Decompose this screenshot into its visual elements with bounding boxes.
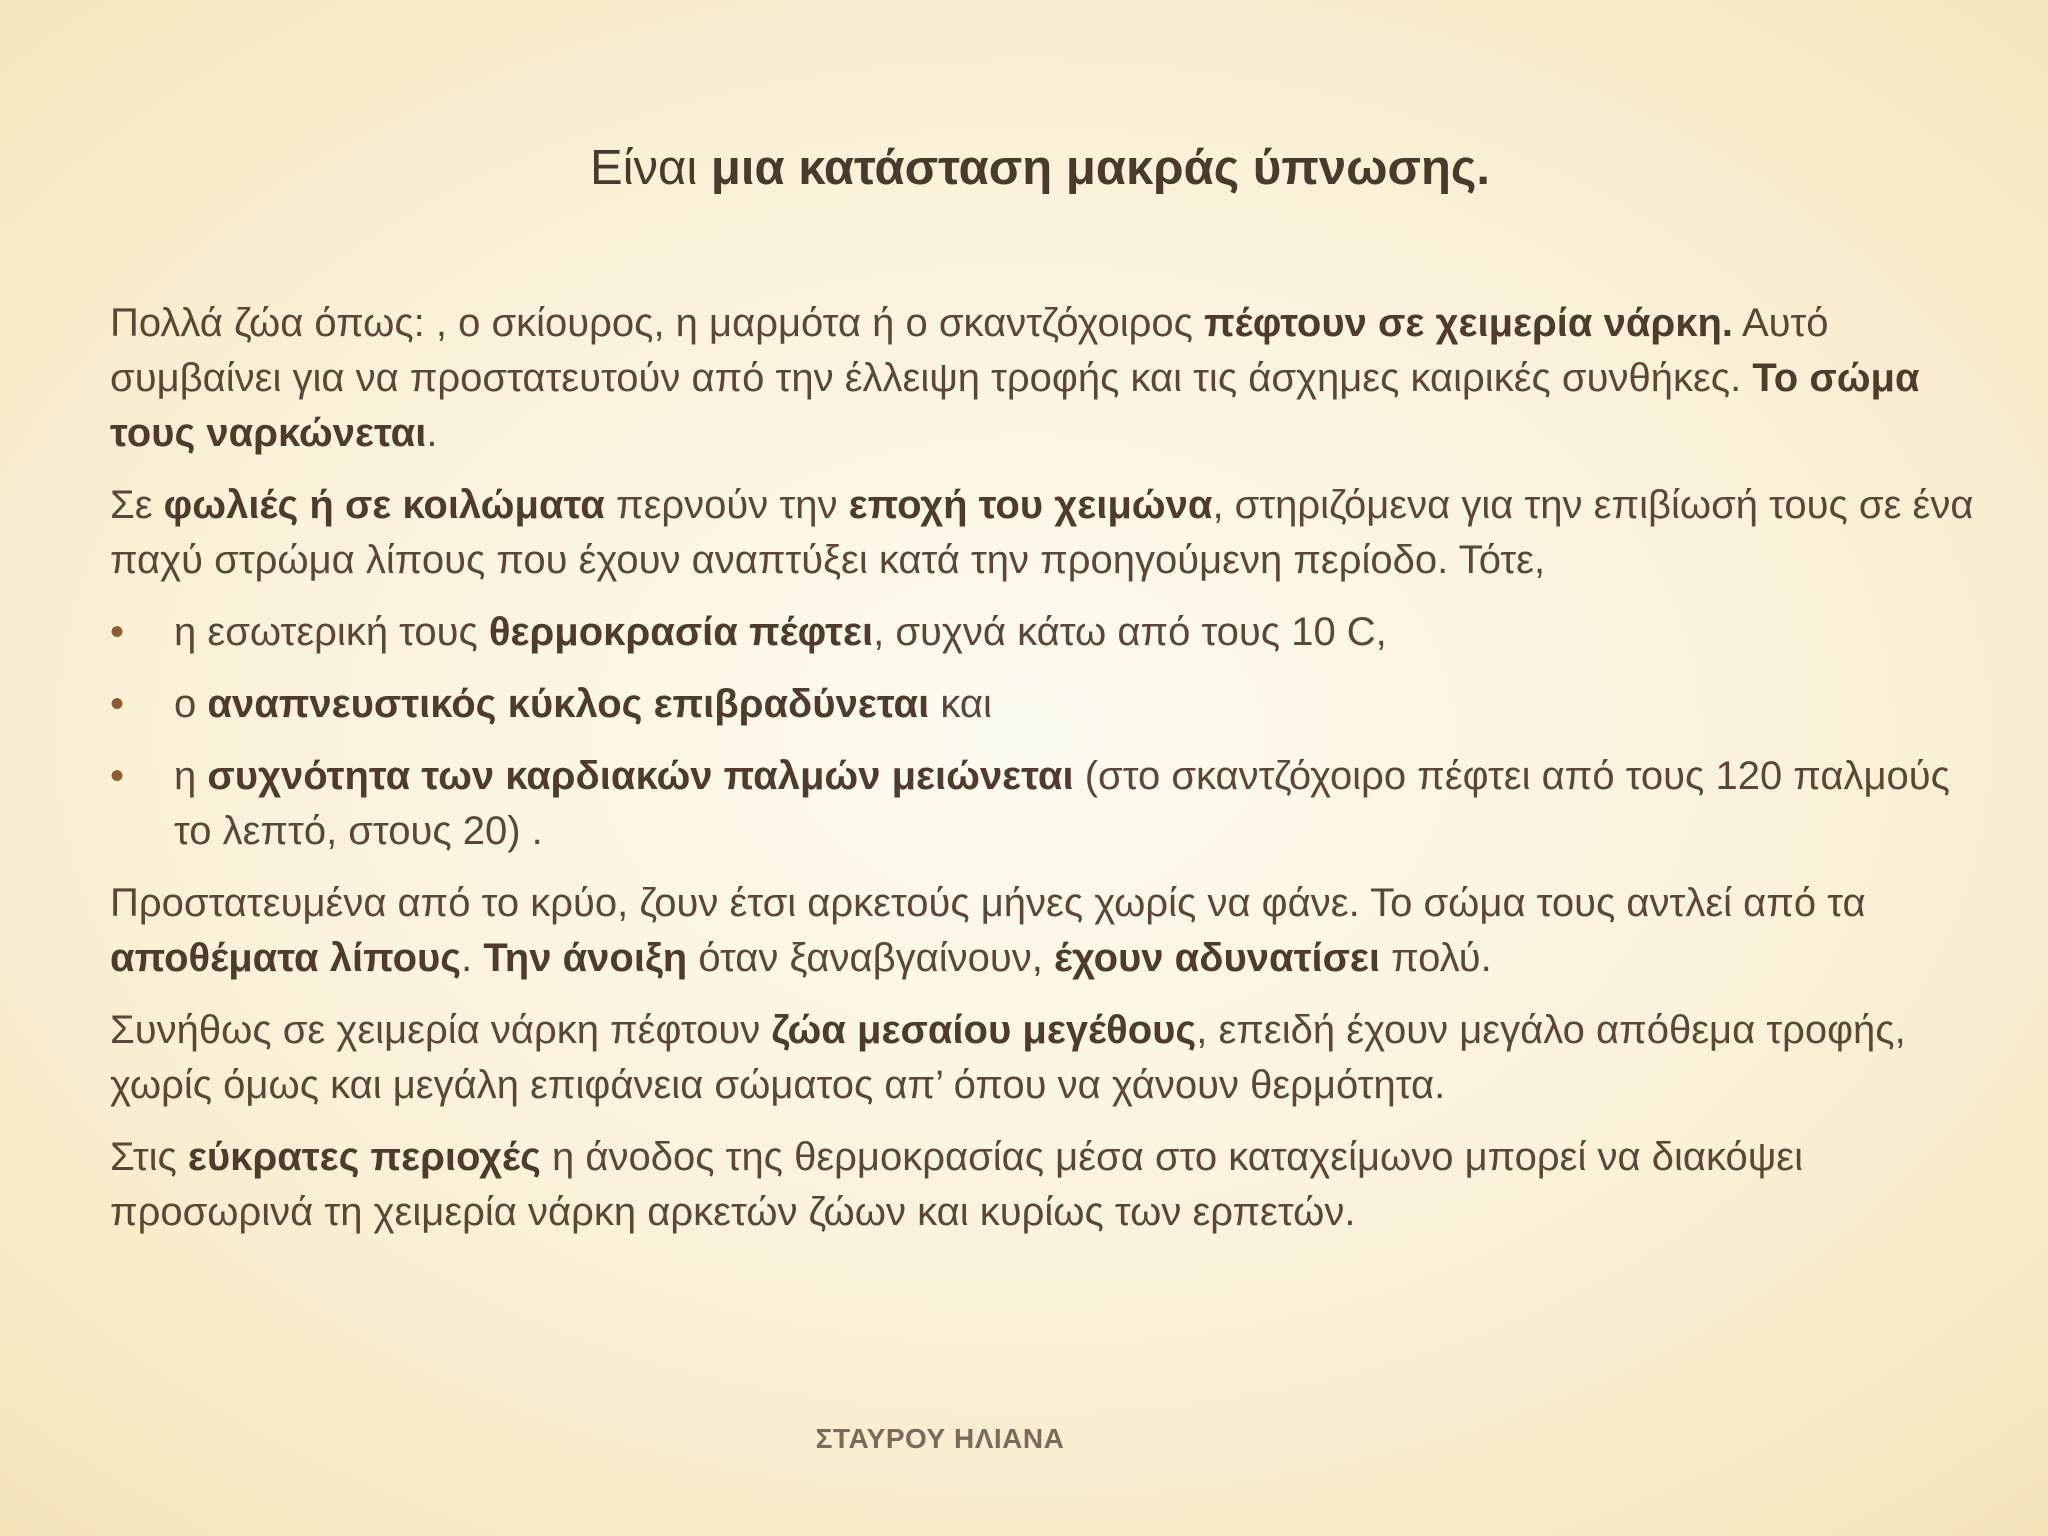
bold-run: πέφτουν σε χειμερία νάρκη. bbox=[1204, 301, 1734, 345]
title-bold-text: μια κατάσταση μακράς ύπνωσης. bbox=[710, 141, 1491, 195]
bold-run: εποχή του χειμώνα bbox=[848, 483, 1213, 527]
text-run: η άνοδος της θερμοκρασίας μέσα στο καταχείμωνο μπορεί να διακόψει προσωρινά τη χειμερία νάρκη αρκετών ζώων και κυρίως των ερπετών. bbox=[110, 1135, 1804, 1234]
text-run: Προστατευμένα από το κρύο, ζουν έτσι αρκετούς μήνες χωρίς να φάνε. Το σώμα τους αντλεί από τα bbox=[110, 881, 1866, 925]
bullet-marker: • bbox=[110, 682, 125, 726]
bold-run: ζώα μεσαίου μεγέθους bbox=[771, 1008, 1197, 1052]
text-run: η εσωτερική τους bbox=[174, 610, 489, 654]
text-run: . bbox=[461, 936, 484, 980]
paragraph-fat-reserves bbox=[110, 876, 1990, 986]
bullet-item-heart-rate bbox=[110, 749, 1990, 859]
text-run: Αυτό συμβαίνει για να προστατευτούν από την έλλειψη τροφής και τις άσχημες καιρικές συνθήκες. bbox=[110, 301, 1829, 400]
bullet-marker: • bbox=[110, 754, 125, 798]
paragraph-shelter bbox=[110, 478, 1990, 588]
text-run: πολύ. bbox=[1380, 936, 1492, 980]
bullet-item-breathing bbox=[110, 677, 1990, 732]
slide-body bbox=[110, 296, 1990, 1257]
paragraph-temperate-regions bbox=[110, 1130, 1990, 1240]
bold-run: συχνότητα των καρδιακών παλμών μειώνεται bbox=[207, 754, 1074, 798]
text-run: Σε bbox=[110, 483, 164, 527]
text-run: περνούν την bbox=[604, 483, 849, 527]
paragraph-intro bbox=[110, 296, 1990, 461]
slide-title bbox=[110, 138, 1970, 198]
bold-run: αναπνευστικός κύκλος επιβραδύνεται bbox=[207, 682, 930, 726]
bold-run: έχουν αδυνατίσει bbox=[1053, 936, 1381, 980]
bullet-item-temperature bbox=[110, 605, 1990, 660]
text-run: και bbox=[929, 682, 992, 726]
text-run: , συχνά κάτω από τους 10 C, bbox=[873, 610, 1387, 654]
bold-run: φωλιές ή σε κοιλώματα bbox=[163, 483, 605, 527]
bold-run: εύκρατες περιοχές bbox=[187, 1135, 541, 1179]
bold-run: Την άνοιξη bbox=[483, 936, 688, 980]
text-run: , στηριζόμενα για την επιβίωσή τους σε ένα παχύ στρώμα λίπους που έχουν αναπτύξει κατά την προηγούμενη περίοδο. Τότε, bbox=[110, 483, 1974, 582]
text-run: . bbox=[426, 411, 438, 455]
text-run: , επειδή έχουν μεγάλο απόθεμα τροφής, χωρίς όμως και μεγάλη επιφάνεια σώματος απ’ όπου να χάνουν θερμότητα. bbox=[110, 1008, 1906, 1107]
text-run: ο bbox=[174, 682, 208, 726]
text-run: Πολλά ζώα όπως: , ο σκίουρος, η μαρμότα ή ο σκαντζόχοιρος bbox=[110, 301, 1205, 345]
bold-run: θερμοκρασία πέφτει bbox=[488, 610, 874, 654]
text-run: Στις bbox=[110, 1135, 188, 1179]
text-run: Συνήθως σε χειμερία νάρκη πέφτουν bbox=[110, 1008, 772, 1052]
paragraph-medium-animals bbox=[110, 1003, 1990, 1113]
bold-run: Το σώμα τους ναρκώνεται bbox=[110, 356, 1920, 455]
bold-run: αποθέματα λίπους bbox=[110, 936, 462, 980]
text-run: η bbox=[174, 754, 208, 798]
text-run: (στο σκαντζόχοιρο πέφτει από τους 120 παλμούς το λεπτό, στους 20) . bbox=[174, 754, 1950, 853]
footer-author: ΣΤΑΥΡΟΥ ΗΛΙΑΝΑ bbox=[815, 1423, 1065, 1454]
title-normal-text: Είναι bbox=[589, 141, 711, 195]
text-run: όταν ξαναβγαίνουν, bbox=[687, 936, 1054, 980]
bullet-marker: • bbox=[110, 610, 125, 654]
